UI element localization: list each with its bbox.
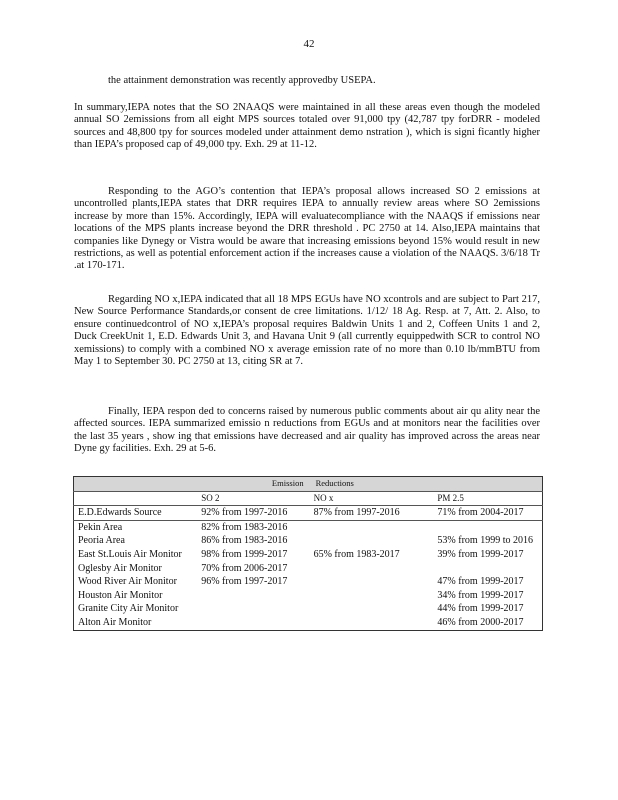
table-row xyxy=(74,506,543,521)
cell-so2: 98% from 1999-2017 xyxy=(201,548,288,560)
cell-nox: 87% from 1997-2016 xyxy=(310,506,434,521)
cell-nox xyxy=(310,602,434,616)
column-header-pm: PM 2.5 xyxy=(433,491,542,506)
cell-pm: 47% from 1999-2017 xyxy=(433,575,542,589)
column-header-source xyxy=(74,491,198,506)
cell-pm xyxy=(433,520,542,534)
table-title-row xyxy=(74,477,543,492)
cell-pm: 44% from 1999-2017 xyxy=(433,602,542,616)
emission-reductions-table xyxy=(73,476,543,631)
cell-so2: 96% from 1997-2017 xyxy=(201,576,288,588)
cell-pm: 34% from 1999-2017 xyxy=(433,589,542,603)
table-title-emission: Emission xyxy=(74,477,310,492)
cell-source: E.D.Edwards Source xyxy=(74,506,198,521)
cell-nox xyxy=(310,589,434,603)
paragraph-air-quality: Finally, IEPA respon ded to concerns raised by numerous public comments about air qu ality near the affected sources. IEPA summarized emissio n reductions from EGUs and at monitors near the facilities over the last 35 years , show ing that emissions have decreased and air quality has improved across the areas near Dyne gy facilities. Exh. 29 at 5-6. xyxy=(74,406,540,455)
cell-nox xyxy=(310,534,434,548)
column-header-so2: SO 2 xyxy=(197,491,309,506)
paragraph-attainment: the attainment demonstration was recently approvedby USEPA. xyxy=(108,75,376,86)
cell-source: Houston Air Monitor xyxy=(74,589,198,603)
cell-so2 xyxy=(197,602,309,616)
table-row xyxy=(74,534,543,548)
table-row xyxy=(74,616,543,630)
paragraph-summary: In summary,IEPA notes that the SO 2NAAQS were maintained in all these areas even though the modeled annual SO 2emissions from all eight MPS sources totaled over 91,000 tpy (42,787 tpy forDRR - modeled sources and 48,800 tpy for sources modeled under attainment demo nstration ), which is signi ficantly higher than IEPA’s proposed cap of 49,000 tpy. Exh. 29 at 11-12. xyxy=(74,102,540,151)
cell-nox xyxy=(310,520,434,534)
cell-so2: 70% from 2006-2017 xyxy=(201,562,288,574)
cell-nox xyxy=(310,575,434,589)
cell-source: Alton Air Monitor xyxy=(74,616,198,630)
cell-source: East St.Louis Air Monitor xyxy=(74,548,198,562)
table-row xyxy=(74,520,543,534)
cell-source: Oglesby Air Monitor xyxy=(74,562,198,576)
table-row xyxy=(74,575,543,589)
paragraph-ago-contention: Responding to the AGO’s contention that IEPA’s proposal allows increased SO 2 emissions at uncontrolled plants,IEPA states that DRR requires IEPA to annually review areas where SO 2emissions increase by more than 15%. Accordingly, IEPA will evaluatecompliance with the NAAQS if emissions near locations of the MPS plants increase beyond the DRR threshold . PC 2750 at 14. Also,IEPA maintains that companies like Dynegy or Vistra would be aware that increasing emissions beyond 15% would result in new restrictions, as well as potential enforcement action if the increases cause a violation of the NAAQS. 3/6/18 Tr .at 170-171. xyxy=(74,186,540,272)
cell-nox xyxy=(310,562,434,576)
table-row xyxy=(74,548,543,562)
table-row xyxy=(74,589,543,603)
cell-source: Wood River Air Monitor xyxy=(74,575,198,589)
table-title-reductions: Reductions xyxy=(310,477,543,492)
cell-so2: 86% from 1983-2016 xyxy=(201,535,288,547)
cell-pm: 46% from 2000-2017 xyxy=(433,616,542,630)
cell-pm xyxy=(433,562,542,576)
column-header-nox: NO x xyxy=(310,491,434,506)
cell-so2 xyxy=(197,616,309,630)
cell-pm: 71% from 2004-2017 xyxy=(433,506,542,521)
table-row xyxy=(74,562,543,576)
cell-source: Granite City Air Monitor xyxy=(74,602,198,616)
cell-pm: 39% from 1999-2017 xyxy=(433,548,542,562)
cell-so2 xyxy=(197,589,309,603)
page-number: 42 xyxy=(303,38,315,50)
cell-source: Peoria Area xyxy=(74,534,198,548)
cell-nox: 65% from 1983-2017 xyxy=(313,548,400,560)
table-header-row xyxy=(74,491,543,506)
cell-pm: 53% from 1999 to 2016 xyxy=(433,534,542,548)
cell-source: Pekin Area xyxy=(74,520,198,534)
table-row xyxy=(74,602,543,616)
cell-nox xyxy=(310,616,434,630)
cell-so2: 92% from 1997-2016 xyxy=(197,506,309,521)
cell-so2: 82% from 1983-2016 xyxy=(201,521,288,533)
paragraph-nox: Regarding NO x,IEPA indicated that all 18 MPS EGUs have NO xcontrols and are subject to Part 217, New Source Performance Standards,or consent de cree limitations. 1/12/ 18 Ag. Resp. at 7, Att. 2. Also, to ensure continuedcontrol of NO x,IEPA’s proposal requires Baldwin Units 1 and 2, Coffeen Units 1 and 2, Duck CreekUnit 1, E.D. Edwards Unit 3, and Havana Unit 9 (all currently equippedwith SCR to control NO xemissions) to comply with a combined NO x average emission rate of no more than 0.10 lb/mmBTU from May 1 to September 30. PC 2750 at 13, citing SR at 7. xyxy=(74,294,540,368)
